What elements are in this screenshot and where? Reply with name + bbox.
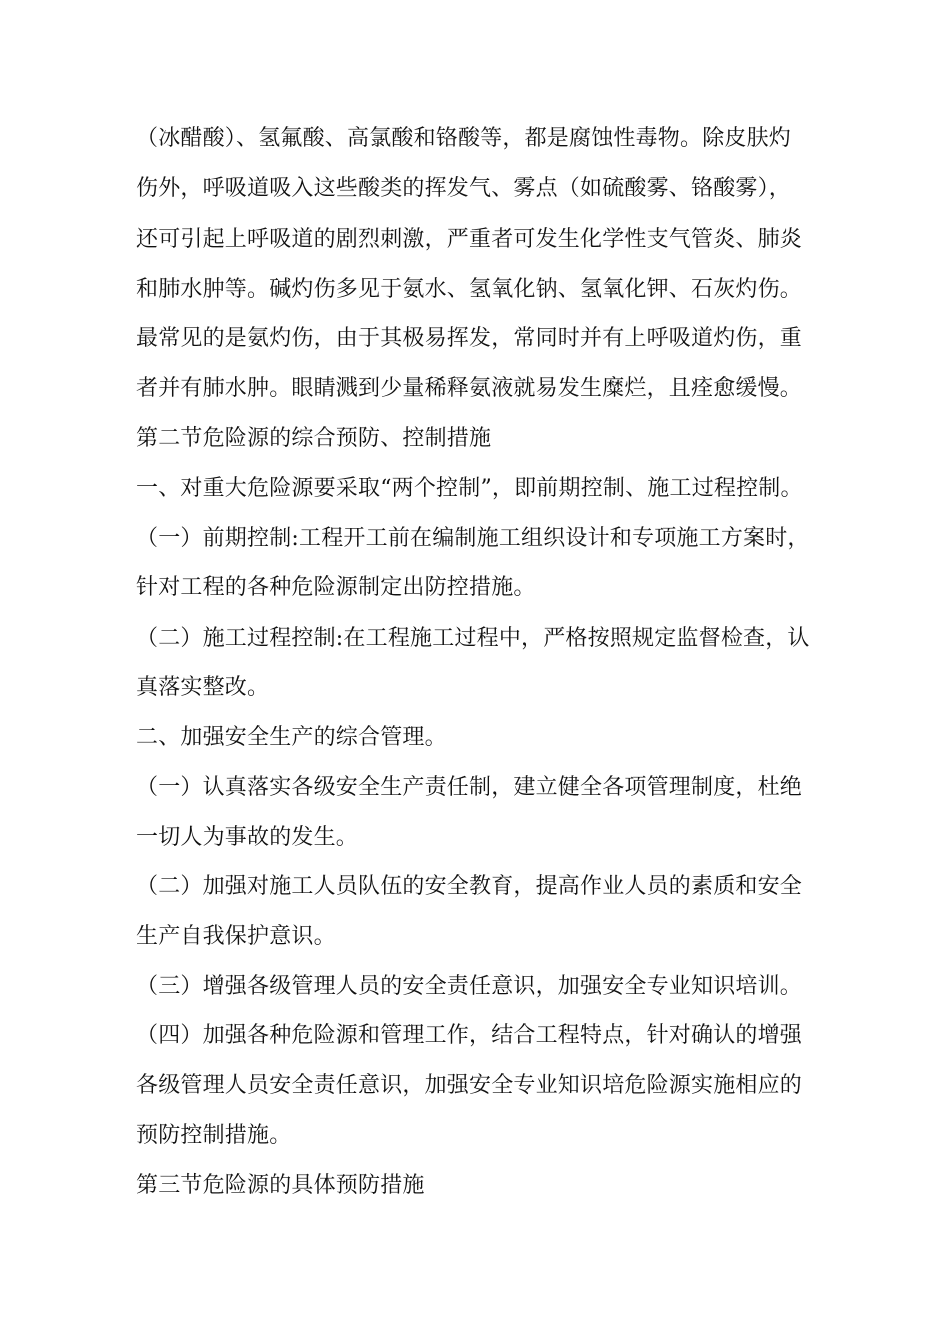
text-line: （三）增强各级管理人员的安全责任意识，加强安全专业知识培训。 xyxy=(136,974,803,999)
text-line: 和肺水肿等。碱灼伤多见于氨水、氢氧化钠、氢氧化钾、石灰灼伤。 xyxy=(136,277,803,302)
text-line: 还可引起上呼吸道的剧烈刺激，严重者可发生化学性支气管炎、肺炎 xyxy=(136,227,803,252)
text-line: 各级管理人员安全责任意识，加强安全专业知识培危险源实施相应的 xyxy=(136,1073,803,1098)
text-line: （二）加强对施工人员队伍的安全教育，提高作业人员的素质和安全 xyxy=(136,874,803,899)
text-line: 一切人为事故的发生。 xyxy=(136,825,359,850)
text-line: 伤外，呼吸道吸入这些酸类的挥发气、雾点（如硫酸雾、铬酸雾）， xyxy=(136,176,792,201)
text-line: 二、加强安全生产的综合管理。 xyxy=(136,725,447,750)
text-line: 生产自我保护意识。 xyxy=(136,924,336,949)
text-line: （二）施工过程控制:在工程施工过程中，严格按照规定监督检查，认 xyxy=(136,626,810,651)
section-heading: 第三节危险源的具体预防措施 xyxy=(136,1173,425,1198)
text-line: （一）认真落实各级安全生产责任制，建立健全各项管理制度，杜绝 xyxy=(136,775,803,800)
text-line: 一、对重大危险源要采取“两个控制”，即前期控制、施工过程控制。 xyxy=(136,476,803,501)
text-line: （四）加强各种危险源和管理工作，结合工程特点，针对确认的增强 xyxy=(136,1023,803,1048)
text-line: 者并有肺水肿。眼睛溅到少量稀释氨液就易发生糜烂，且痊愈缓慢。 xyxy=(136,376,803,401)
text-line: 最常见的是氨灼伤，由于其极易挥发，常同时并有上呼吸道灼伤，重 xyxy=(136,326,803,351)
text-line: 预防控制措施。 xyxy=(136,1123,292,1148)
text-line: （冰醋酸）、氢氟酸、高氯酸和铬酸等，都是腐蚀性毒物。除皮肤灼 xyxy=(136,126,792,151)
section-heading: 第二节危险源的综合预防、控制措施 xyxy=(136,426,492,451)
text-line: 针对工程的各种危险源制定出防控措施。 xyxy=(136,575,536,600)
text-line: （一）前期控制:工程开工前在编制施工组织设计和专项施工方案时， xyxy=(136,526,810,551)
text-line: 真落实整改。 xyxy=(136,675,270,700)
